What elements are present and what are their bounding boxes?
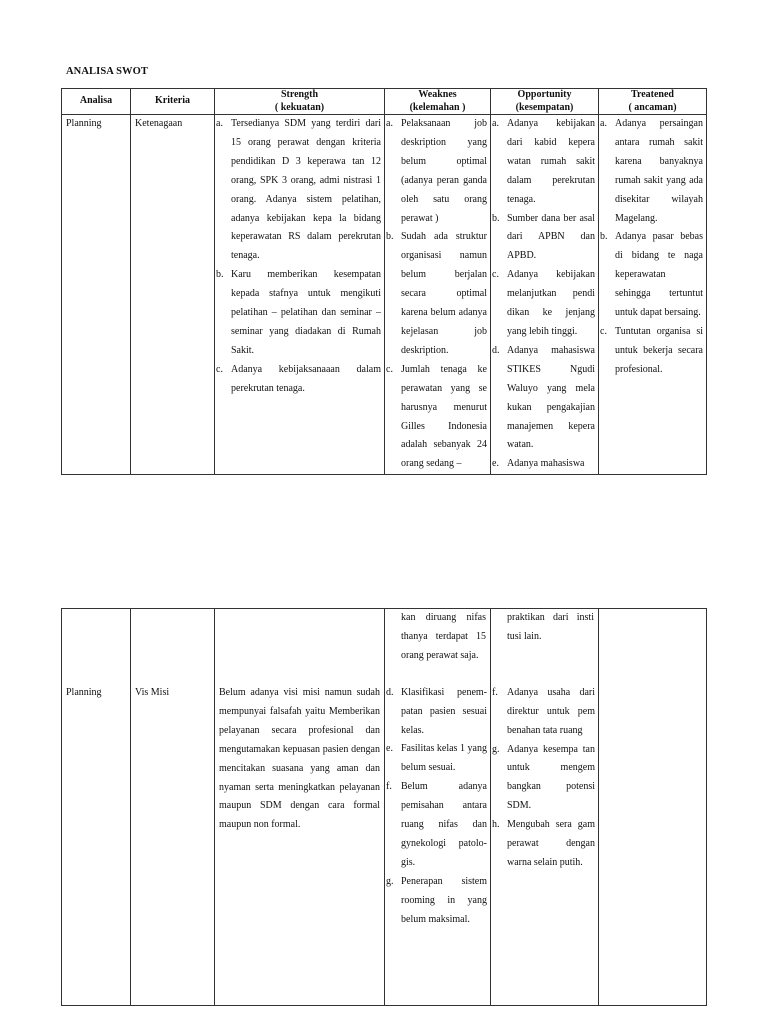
strength-paragraph: Belum adanya visi misi namun sudah mempunyai falsafah yaitu Memberikan pelayanan secara profesional dan mengutamakan kepuasan pasien dengan mencitakan suasana yang aman dan nyaman serta meningkatkan pelayanan maupun SDM dengan cara formal maupun non formal. bbox=[219, 687, 380, 831]
list-item-marker: c. bbox=[386, 363, 393, 375]
list-item-text: Penerapan sistem rooming in yang belum maksimal. bbox=[401, 875, 487, 925]
list-item-text: Adanya persaingan antara rumah sakit karena banyaknya rumah sakit yang ada disekitar wilayah Magelang. bbox=[615, 118, 703, 224]
list-item-marker: d. bbox=[386, 686, 394, 698]
cell-analisa bbox=[62, 609, 131, 1006]
cell-weakness bbox=[385, 115, 491, 475]
list-item bbox=[491, 741, 598, 817]
list-item-text: Adanya kebijaksanaaan dalam perekrutan tenaga. bbox=[231, 363, 381, 394]
list-item bbox=[385, 778, 490, 873]
list-item-text: Adanya mahasiswa bbox=[507, 458, 585, 470]
cell-strength bbox=[215, 115, 385, 475]
cell-threat bbox=[599, 609, 707, 1006]
list-item-marker: b. bbox=[492, 212, 500, 224]
header-opportunity: Opportunity (kesempatan) bbox=[491, 89, 599, 115]
cell-analisa: Planning bbox=[62, 115, 131, 475]
list-item-text: Fasilitas kelas 1 yang belum sesuai. bbox=[401, 743, 487, 774]
strength-list bbox=[215, 115, 384, 399]
list-item bbox=[491, 342, 598, 455]
weakness-list bbox=[385, 115, 490, 474]
list-item bbox=[385, 228, 490, 360]
list-item bbox=[599, 115, 706, 228]
list-item-text: Jumlah tenaga ke perawatan yang se harusnya menurut Gilles Indonesia adalah sebanyak 24 orang sedang – bbox=[401, 363, 487, 470]
list-item-marker: a. bbox=[216, 118, 223, 129]
list-item bbox=[491, 115, 598, 210]
list-item bbox=[385, 873, 490, 930]
list-item bbox=[215, 266, 384, 361]
list-item-text: Adanya usaha dari direktur untuk pem benahan tata ruang bbox=[507, 686, 595, 736]
list-item-text: Adanya kebijakan melanjutkan pendi dikan ke jenjang yang lebih tinggi. bbox=[507, 269, 595, 337]
list-item-text: Adanya kesempa tan untuk mengem bangkan potensi SDM. bbox=[507, 743, 595, 812]
list-item-marker: f. bbox=[386, 781, 392, 793]
weakness-continued-text: kan diruang nifas thanya terdapat 15 orang perawat saja. bbox=[401, 612, 486, 661]
weakness-list bbox=[385, 684, 490, 930]
list-item bbox=[599, 228, 706, 323]
list-item-marker: a. bbox=[386, 118, 393, 129]
swot-table-continued bbox=[61, 608, 707, 1006]
list-item-text: Belum adanya pemisahan antara ruang nifas dan gynekologi patolo- gis. bbox=[401, 781, 487, 868]
list-item-marker: h. bbox=[492, 819, 500, 831]
list-item bbox=[599, 323, 706, 380]
list-item-marker: d. bbox=[492, 344, 500, 356]
table-row bbox=[62, 609, 707, 1006]
header-threat: Treatened ( ancaman) bbox=[599, 89, 707, 115]
cell-weakness bbox=[385, 609, 491, 1006]
list-item-text: Klasifikasi penem- patan pasien sesuai kelas. bbox=[401, 686, 487, 736]
opportunity-list bbox=[491, 115, 598, 474]
opportunity-continued-text: praktikan dari insti tusi lain. bbox=[507, 612, 594, 642]
table-row bbox=[62, 115, 707, 475]
list-item-marker: g. bbox=[492, 743, 500, 755]
cell-threat bbox=[599, 115, 707, 475]
list-item bbox=[491, 210, 598, 267]
header-analisa: Analisa bbox=[62, 89, 131, 115]
threat-list bbox=[599, 115, 706, 380]
header-strength: Strength ( kekuatan) bbox=[215, 89, 385, 115]
list-item-text: Sumber dana ber asal dari APBN dan APBD. bbox=[507, 212, 595, 262]
list-item-marker: c. bbox=[492, 269, 499, 281]
table-header-row bbox=[62, 89, 707, 115]
list-item-text: Tersedianya SDM yang terdiri dari 15 orang perawat dengan kriteria pendidikan D 3 keperawa tan 12 orang, SPK 3 orang, admi nistrasi 1 orang. Adanya sistem pelatihan, adanya kebijakan kepa la bidang keperawatan RS dalam perekrutan tenaga. bbox=[231, 118, 381, 262]
list-item bbox=[491, 816, 598, 873]
cell-kriteria bbox=[131, 609, 215, 1006]
list-item-marker: c. bbox=[216, 363, 223, 375]
list-item-marker: a. bbox=[492, 118, 499, 129]
document-title: ANALISA SWOT bbox=[66, 66, 149, 77]
list-item bbox=[491, 266, 598, 342]
list-item-text: Mengubah sera gam perawat dengan warna selain putih. bbox=[507, 819, 595, 868]
cell-opportunity bbox=[491, 609, 599, 1006]
list-item-text: Tuntutan organisa si untuk bekerja secara profesional. bbox=[615, 325, 703, 375]
list-item-text: Pelaksanaan job deskription yang belum optimal (adanya peran ganda oleh satu orang perawat ) bbox=[401, 118, 487, 224]
list-item-marker: c. bbox=[600, 325, 607, 337]
list-item bbox=[491, 455, 598, 474]
row-kriteria-label: Vis Misi bbox=[135, 687, 170, 698]
list-item-text: Adanya pasar bebas di bidang te naga keperawatan sehingga tertuntut untuk dapat bersaing. bbox=[615, 231, 703, 319]
list-item-text: Karu memberikan kesempatan kepada stafnya untuk mengikuti pelatihan – pelatihan dan seminar – seminar yang diadakan di Rumah Sakit. bbox=[231, 269, 381, 356]
list-item-marker: b. bbox=[216, 269, 224, 281]
cell-kriteria: Ketenagaan bbox=[131, 115, 215, 475]
header-kriteria: Kriteria bbox=[131, 89, 215, 115]
list-item-marker: e. bbox=[386, 743, 393, 755]
list-item-text: Sudah ada struktur organisasi namun belum berjalan secara optimal karena belum adanya kejelasan job deskription. bbox=[401, 231, 487, 356]
list-item bbox=[385, 361, 490, 474]
cell-strength bbox=[215, 609, 385, 1006]
opportunity-list bbox=[491, 684, 598, 873]
list-item bbox=[215, 115, 384, 266]
list-item-marker: g. bbox=[386, 875, 394, 887]
list-item-text: Adanya kebijakan dari kabid kepera watan rumah sakit dalam perekrutan tenaga. bbox=[507, 118, 595, 205]
list-item bbox=[491, 684, 598, 741]
list-item-marker: b. bbox=[386, 231, 394, 243]
list-item bbox=[385, 115, 490, 228]
cell-opportunity bbox=[491, 115, 599, 475]
list-item-marker: e. bbox=[492, 458, 499, 470]
list-item bbox=[385, 740, 490, 778]
swot-table bbox=[61, 88, 707, 475]
list-item-marker: f. bbox=[492, 686, 498, 698]
row-analisa-label: Planning bbox=[66, 687, 102, 698]
list-item-marker: a. bbox=[600, 118, 607, 129]
list-item bbox=[215, 361, 384, 399]
list-item-text: Adanya mahasiswa STIKES Ngudi Waluyo yang mela kukan pengakajian manajemen kepera watan. bbox=[507, 344, 595, 451]
list-item bbox=[385, 684, 490, 741]
header-weakness: Weaknes (kelemahan ) bbox=[385, 89, 491, 115]
list-item-marker: b. bbox=[600, 231, 608, 243]
